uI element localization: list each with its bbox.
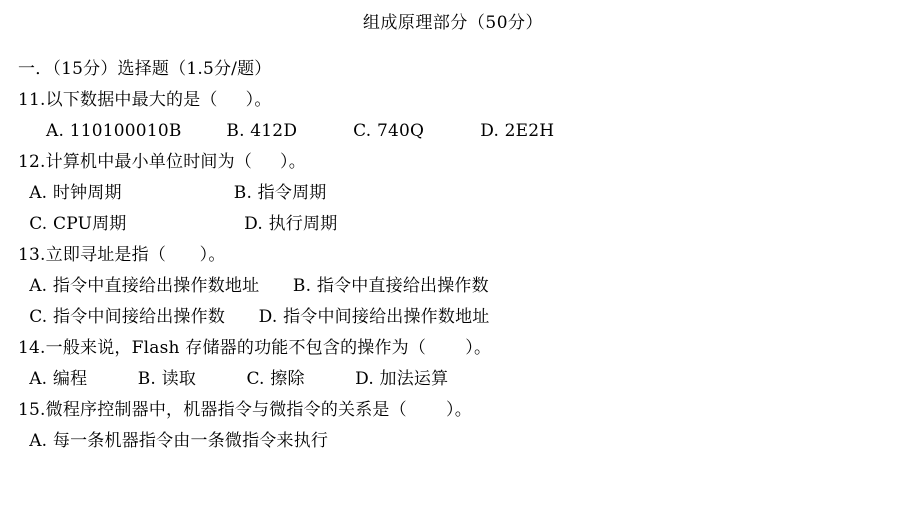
question-options-13-line-2: C. 指令中间接给出操作数 D. 指令中间接给出操作数地址 [18,307,490,327]
question-options-13-line-1: A. 指令中直接给出操作数地址 B. 指令中直接给出操作数 [18,276,489,296]
question-options-14-line-1: A. 编程 B. 读取 C. 擦除 D. 加法运算 [18,369,449,389]
question-options-15-line-1: A. 每一条机器指令由一条微指令来执行 [18,431,329,451]
question-stem-13: 13.立即寻址是指（ ）。 [18,245,226,265]
section-heading: 一．（15分）选择题（1.5分/题） [18,59,272,79]
question-stem-11: 11.以下数据中最大的是（ ）。 [18,90,272,110]
question-stem-15: 15.微程序控制器中，机器指令与微指令的关系是（ ）。 [18,400,472,420]
question-stem-12: 12.计算机中最小单位时间为（ ）。 [18,152,306,172]
page-title: 组成原理部分（50分） [362,13,544,33]
question-stem-14: 14.一般来说，Flash 存储器的功能不包含的操作为（ ）。 [18,338,492,358]
question-options-12-line-1: A. 时钟周期 B. 指令周期 [18,183,327,203]
question-options-11-line-1: A. 110100010B B. 412D C. 740Q D. 2E2H [18,121,555,141]
question-options-12-line-2: C. CPU周期 D. 执行周期 [18,214,338,234]
